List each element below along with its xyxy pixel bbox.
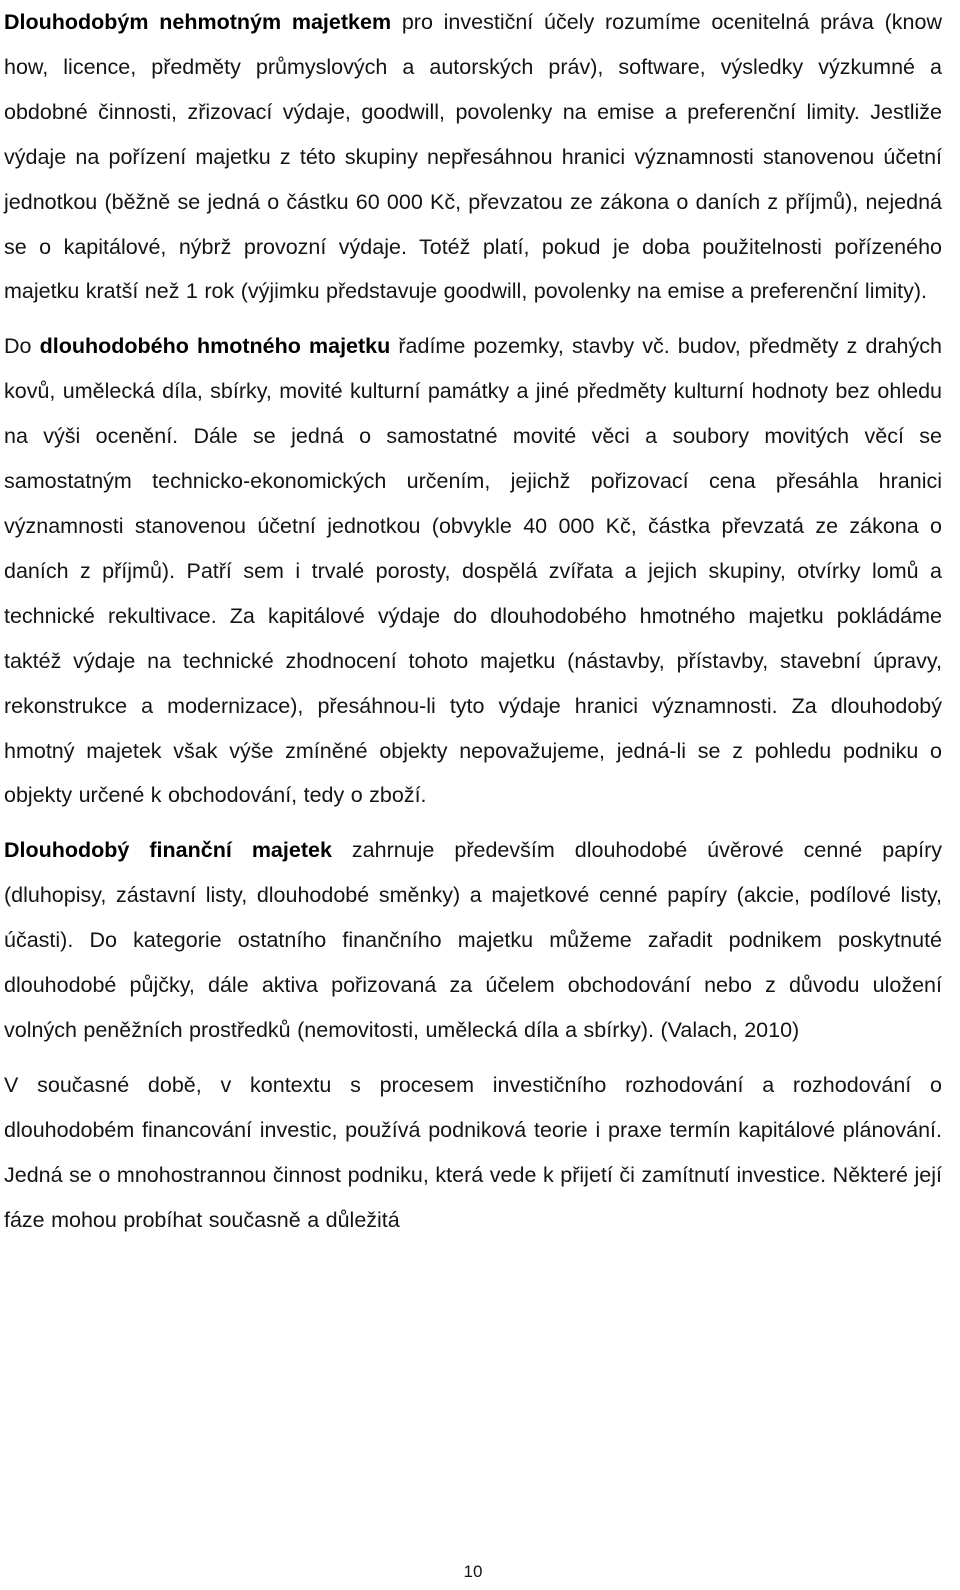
term-intangible-assets: Dlouhodobým nehmotným majetkem	[4, 10, 392, 34]
term-tangible-assets: dlouhodobého hmotného majetku	[39, 334, 391, 359]
document-body	[4, 0, 942, 1252]
term-financial-assets: Dlouhodobý finanční majetek	[4, 838, 332, 863]
paragraph-lead: Do	[4, 334, 40, 359]
paragraph-financial-assets	[4, 828, 942, 1053]
paragraph-text: zahrnuje především dlouhodobé úvěrové cenné papíry (dluhopisy, zástavní listy, dlouhodobé směnky) a majetkové cenné papíry (akcie, podílové listy, účasti). Do kategorie ostatního finančního majetku můžeme zařadit podnikem poskytnuté dlouhodobé půjčky, dále aktiva pořizovaná za účelem obchodování nebo z důvodu uložení volných peněžních prostředků (nemovitosti, umělecká díla a sbírky). (Valach, 2010)	[4, 838, 942, 1042]
paragraph-intangible-assets	[4, 0, 942, 314]
paragraph-text: pro investiční účely rozumíme ocenitelná práva (know how, licence, předměty průmyslových a autorských práv), software, výsledky výzkumné a obdobné činnosti, zřizovací výdaje, goodwill, povolenky na emise a preferenční limity. Jestliže výdaje na pořízení majetku z této skupiny nepřesáhnou hranici významnosti stanovenou účetní jednotkou (běžně se jedná o částku 60 000 Kč, převzatou ze zákona o daních z příjmů), nejedná se o kapitálové, nýbrž provozní výdaje. Totéž platí, pokud je doba použitelnosti pořízeného majetku kratší než 1 rok (výjimku představuje goodwill, povolenky na emise a preferenční limity).	[4, 10, 942, 304]
paragraph-capital-planning	[4, 1063, 942, 1243]
paragraph-tangible-assets	[4, 324, 942, 818]
page-number: 10	[463, 1562, 483, 1581]
paragraph-text: V současné době, v kontextu s procesem investičního rozhodování a rozhodování o dlouhodobém financování investic, používá podniková teorie i praxe termín kapitálové plánování. Jedná se o mnohostrannou činnost podniku, která vede k přijetí či zamítnutí investice. Některé její fáze mohou probíhat současně a důležitá	[4, 1072, 942, 1232]
paragraph-text: řadíme pozemky, stavby vč. budov, předměty z drahých kovů, umělecká díla, sbírky, movité kulturní památky a jiné předměty kulturní hodnoty bez ohledu na výši ocenění. Dále se jedná o samostatné movité věci a soubory movitých věcí se samostatným technicko-ekonomických určením, jejichž pořizovací cena přesáhla hranici významnosti stanovenou účetní jednotkou (obvykle 40 000 Kč, částka převzatá ze zákona o daních z příjmů). Patří sem i trvalé porosty, dospělá zvířata a jejich skupiny, otvírky lomů a technické rekultivace. Za kapitálové výdaje do dlouhodobého hmotného majetku pokládáme taktéž výdaje na technické zhodnocení tohoto majetku (nástavby, přístavby, stavební úpravy, rekonstrukce a modernizace), přesáhnou-li tyto výdaje hranici významnosti. Za dlouhodobý hmotný majetek však výše zmíněné objekty nepovažujeme, jedná-li se z pohledu podniku o objekty určené k obchodování, tedy o zboží.	[4, 334, 942, 808]
